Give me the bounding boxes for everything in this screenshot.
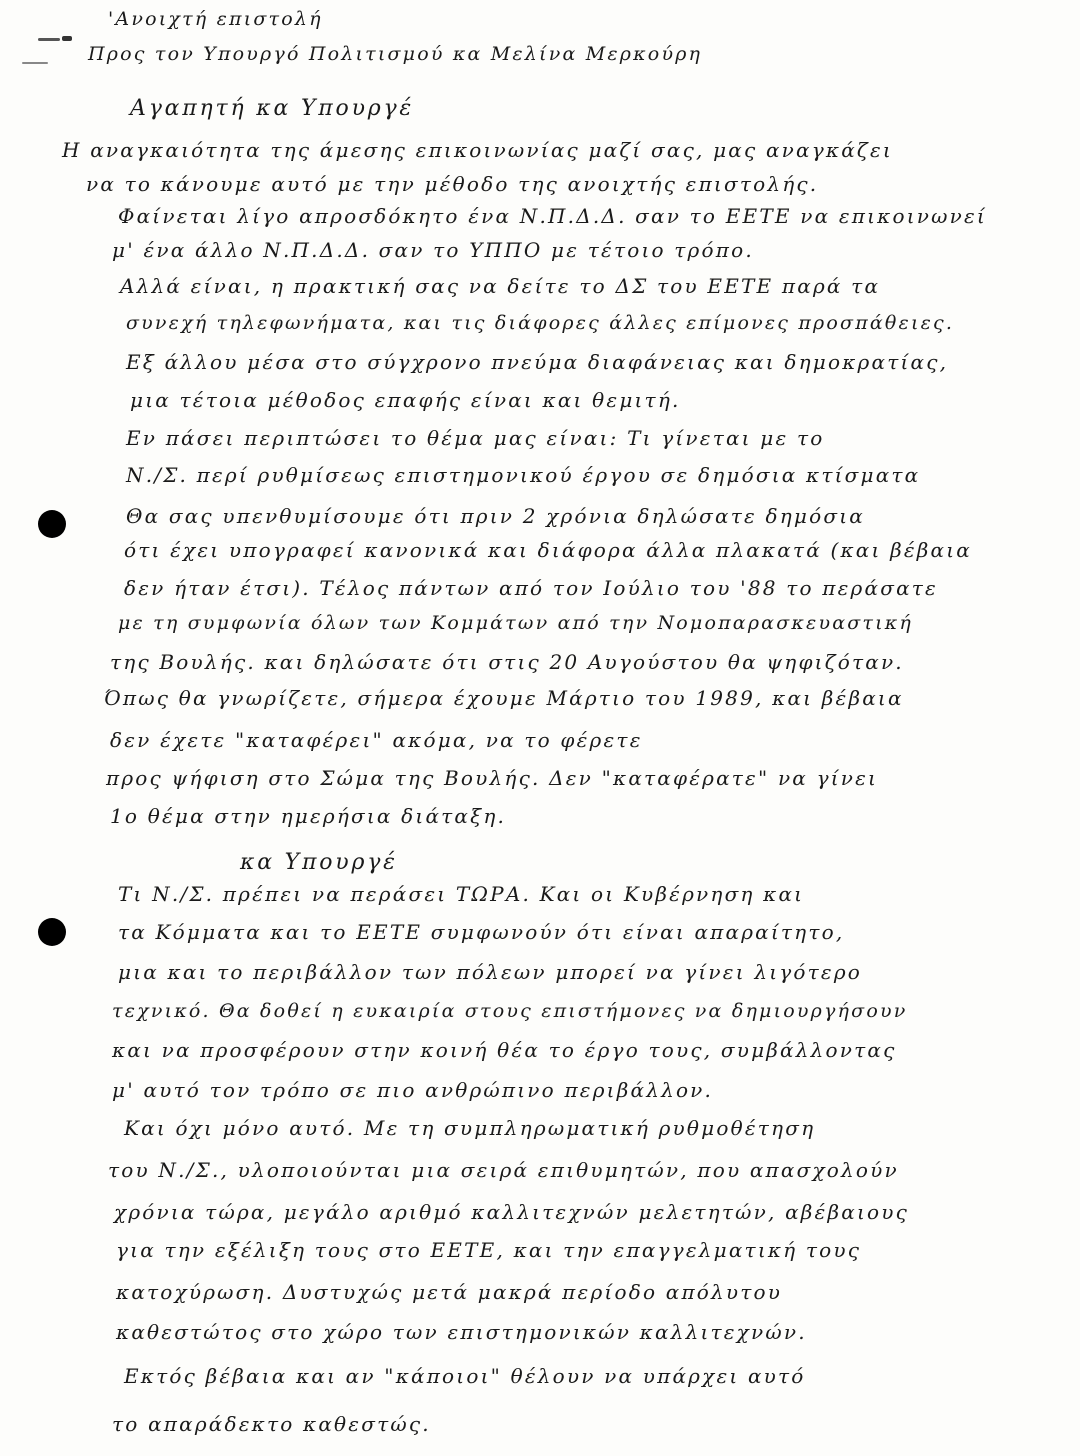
letter-line: μια τέτοια μέθοδος επαφής είναι και θεμιτή. [130, 388, 681, 412]
letter-heading-line: Προς τον Υπουργό Πολιτισμού κα Μελίνα Μερκούρη [88, 43, 703, 65]
letter-line: Και όχι μόνο αυτό. Με τη συμπληρωματική ρυθμοθέτηση [124, 1116, 816, 1140]
letter-line: 1ο θέμα στην ημερήσια διάταξη. [110, 804, 507, 828]
letter-line: για την εξέλιξη τους στο ΕΕΤΕ, και την επαγγελματική τους [116, 1238, 862, 1262]
letter-salutation-2: κα Υπουργέ [240, 850, 398, 875]
letter-line: δεν έχετε "καταφέρει" ακόμα, να το φέρετε [110, 728, 643, 752]
letter-line: να το κάνουμε αυτό με την μέθοδο της ανοιχτής επιστολής. [86, 172, 819, 196]
letter-line: καθεστώτος στο χώρο των επιστημονικών καλλιτεχνών. [116, 1320, 807, 1344]
letter-line: συνεχή τηλεφωνήματα, και τις διάφορες άλλες επίμονες προσπάθειες. [126, 312, 955, 334]
scan-speck [62, 36, 72, 41]
punch-hole [38, 510, 66, 538]
letter-line: τα Κόμματα και το ΕΕΤΕ συμφωνούν ότι είναι απαραίτητο, [118, 920, 845, 944]
letter-line: του Ν./Σ., υλοποιούνται μια σειρά επιθυμητών, που απασχολούν [108, 1158, 899, 1182]
letter-line: Θα σας υπενθυμίσουμε ότι πριν 2 χρόνια δηλώσατε δημόσια [126, 504, 865, 528]
letter-line: το απαράδεκτο καθεστώς. [112, 1412, 431, 1436]
punch-hole [38, 918, 66, 946]
letter-line: δεν ήταν έτσι). Τέλος πάντων από τον Ιούλιο του '88 το περάσατε [124, 576, 938, 600]
letter-line: Εν πάσει περιπτώσει το θέμα μας είναι: Τι γίνεται με το [126, 426, 825, 450]
letter-line: κατοχύρωση. Δυστυχώς μετά μακρά περίοδο απόλυτου [116, 1280, 783, 1304]
letter-line: χρόνια τώρα, μεγάλο αριθμό καλλιτεχνών μελετητών, αβέβαιους [114, 1200, 909, 1224]
letter-line: μ' ένα άλλο Ν.Π.Δ.Δ. σαν το ΥΠΠΟ με τέτοιο τρόπο. [112, 238, 754, 262]
letter-line: Φαίνεται λίγο απροσδόκητο ένα Ν.Π.Δ.Δ. σαν το ΕΕΤΕ να επικοινωνεί [118, 204, 987, 228]
letter-line: Ν./Σ. περί ρυθμίσεως επιστημονικού έργου σε δημόσια κτίσματα [126, 463, 921, 487]
letter-line: με τη συμφωνία όλων των Κομμάτων από την Νομοπαρασκευαστική [118, 612, 913, 634]
letter-line: ότι έχει υπογραφεί κανονικά και διάφορα άλλα πλακατά (και βέβαια [124, 538, 972, 562]
scan-speck [22, 62, 48, 64]
letter-line: και να προσφέρουν στην κοινή θέα το έργο τους, συμβάλλοντας [112, 1038, 897, 1062]
letter-heading-line: 'Ανοιχτή επιστολή [108, 8, 323, 30]
letter-line: τεχνικό. Θα δοθεί η ευκαιρία στους επιστήμονες να δημιουργήσουν [112, 1000, 908, 1022]
letter-line: Όπως θα γνωρίζετε, σήμερα έχουμε Μάρτιο του 1989, και βέβαια [104, 686, 904, 710]
letter-line: Η αναγκαιότητα της άμεσης επικοινωνίας μαζί σας, μας αναγκάζει [62, 138, 893, 162]
letter-line: Εξ άλλου μέσα στο σύγχρονο πνεύμα διαφάνειας και δημοκρατίας, [126, 350, 949, 374]
letter-line: μια και το περιβάλλον των πόλεων μπορεί να γίνει λιγότερο [118, 960, 863, 984]
scan-speck [38, 38, 60, 41]
letter-line: Εκτός βέβαια και αν "κάποιοι" θέλουν να υπάρχει αυτό [124, 1364, 806, 1388]
letter-line: προς ψήφιση στο Σώμα της Βουλής. Δεν "καταφέρατε" να γίνει [106, 766, 879, 790]
letter-line: Αλλά είναι, η πρακτική σας να δείτε το ΔΣ του ΕΕΤΕ παρά τα [120, 274, 881, 298]
letter-line: Τι Ν./Σ. πρέπει να περάσει ΤΩΡΑ. Και οι Κυβέρνηση και [118, 882, 805, 906]
letter-line: μ' αυτό τον τρόπο σε πιο ανθρώπινο περιβάλλον. [112, 1078, 714, 1102]
letter-line: της Βουλής. και δηλώσατε ότι στις 20 Αυγούστου θα ψηφιζόταν. [110, 650, 904, 674]
letter-salutation: Αγαπητή κα Υπουργέ [130, 96, 415, 121]
